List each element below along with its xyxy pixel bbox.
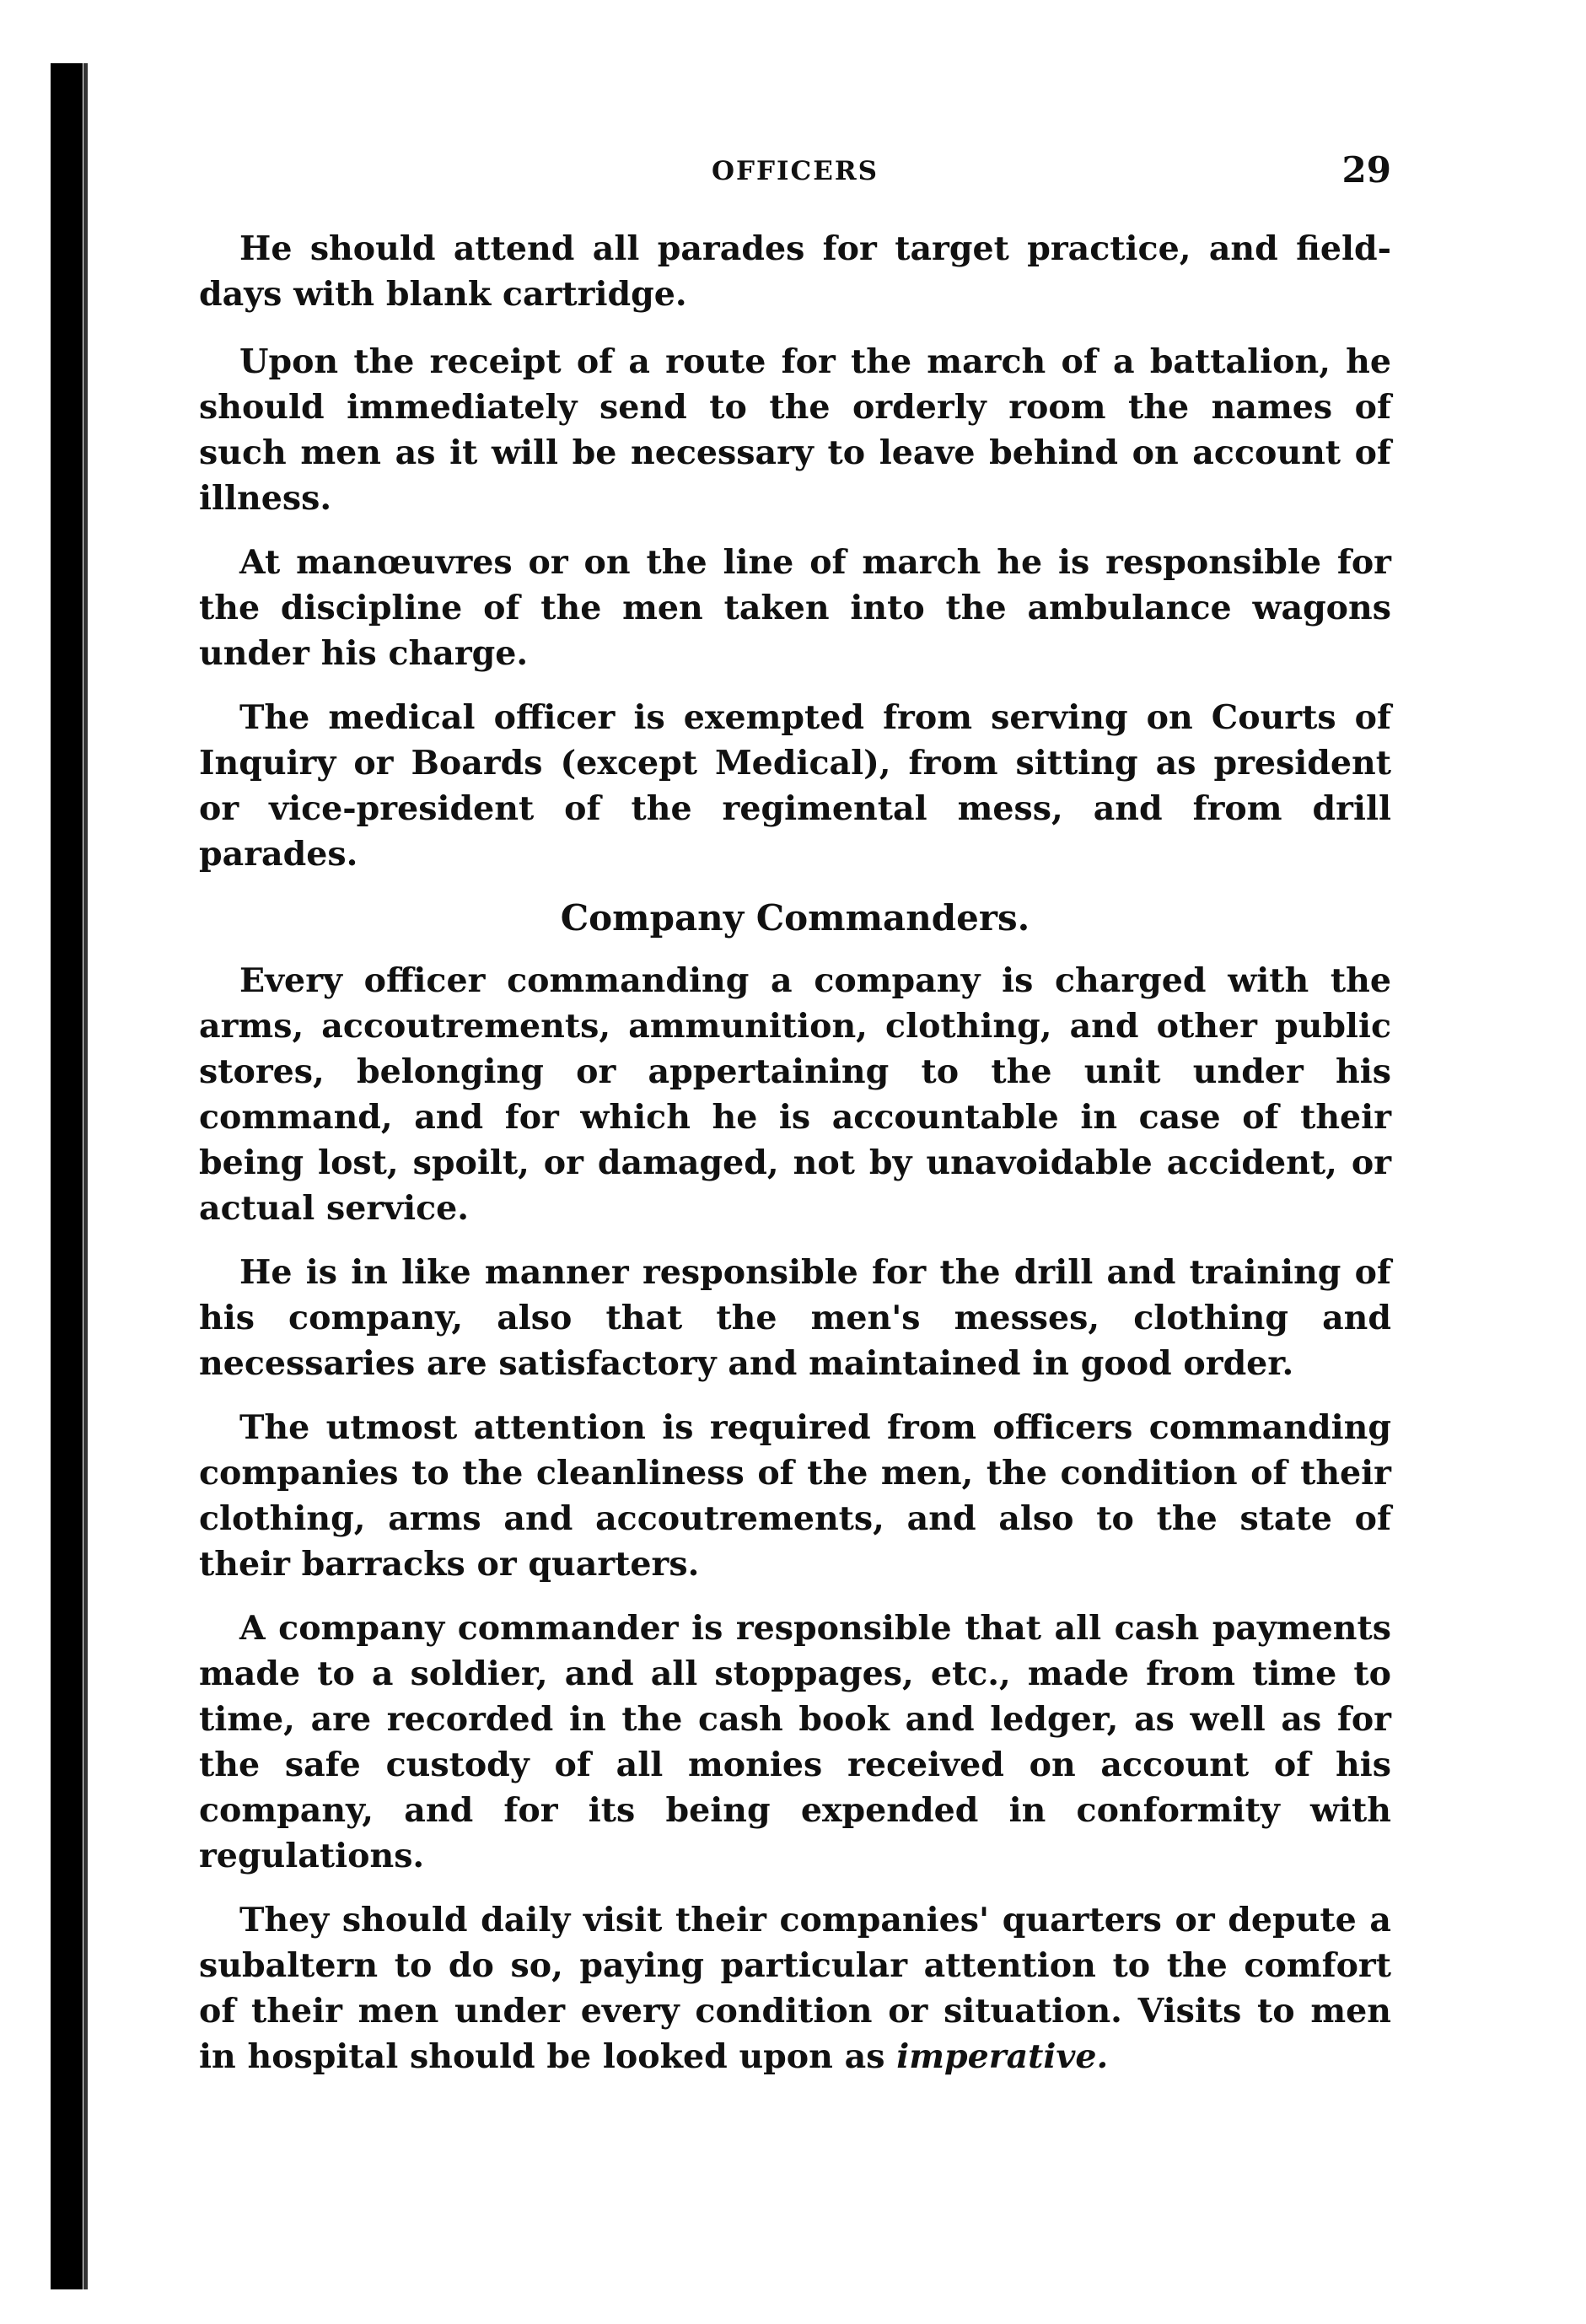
paragraph: Upon the receipt of a route for the march of a battalion, he should immediately send to the orderly room the names of such men as it will be necessary to leave behind on account of illness. <box>199 342 1391 518</box>
emphasized-word: imperative. <box>896 2037 1109 2076</box>
paragraph-last-text: They should daily visit their companies' quarters or depute a subaltern to do so, paying particular attention to the comfort of their men under every condition or situation. Visits to men in hospital should be looked upon as <box>199 1901 1391 2076</box>
page-number: 29 <box>1341 149 1391 191</box>
paragraph: He is in like manner responsible for the drill and training of his company, also that the men's messes, clothing and necessaries are satisfactory and maintained in good order. <box>199 1253 1391 1383</box>
body-text <box>199 226 1391 2098</box>
header-title: OFFICERS <box>712 156 879 186</box>
paragraph: The utmost attention is required from officers commanding companies to the cleanliness of the men, the condition of their clothing, arms and accoutrements, and also to the state of their barracks or quarters. <box>199 1408 1391 1584</box>
section-heading: Company Commanders. <box>560 897 1030 939</box>
page-binding-edge <box>51 63 83 2289</box>
paragraph-last <box>199 1897 1391 2079</box>
paragraph: At manœuvres or on the line of march he is responsible for the discipline of the men taken into the ambulance wagons under his charge. <box>199 543 1391 673</box>
paragraph: Every officer commanding a company is charged with the arms, accoutrements, ammunition, clothing, and other public stores, belonging or appertaining to the unit under his command, and for which he is accountable in case of their being lost, spoilt, or damaged, not by unavoidable accident, or actual service. <box>199 961 1391 1228</box>
paragraph: A company commander is responsible that all cash payments made to a soldier, and all stoppages, etc., made from time to time, are recorded in the cash book and ledger, as well as for the safe custody of all monies received on account of his company, and for its being expended in conformity with regulations. <box>199 1609 1391 1875</box>
paragraph: The medical officer is exempted from serving on Courts of Inquiry or Boards (except Medical), from sitting as president or vice-president of the regimental mess, and from drill parades. <box>199 698 1391 874</box>
running-head <box>199 149 1391 198</box>
paragraph: He should attend all parades for target practice, and field-days with blank cartridge. <box>199 229 1391 314</box>
